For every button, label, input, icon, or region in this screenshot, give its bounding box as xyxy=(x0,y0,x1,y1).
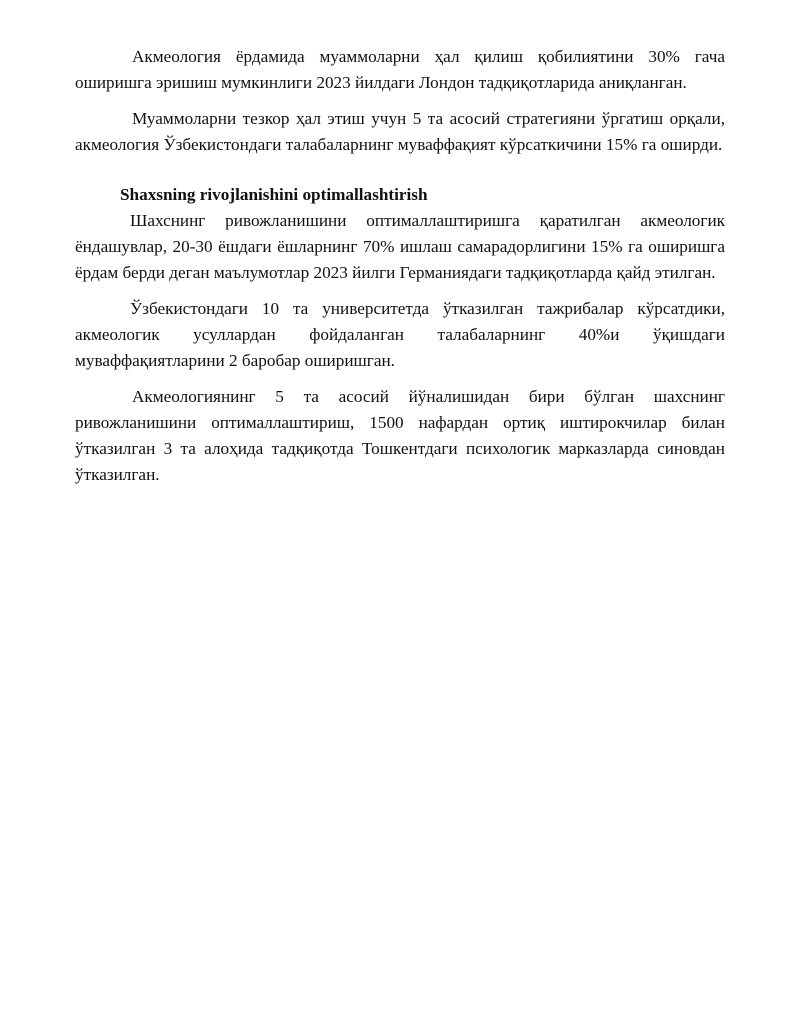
section-heading: Shaxsning rivojlanishini optimallashtirish xyxy=(120,185,428,204)
paragraph-universities: Ўзбекистондаги 10 та университетда ўтказилган тажрибалар кўрсатдики, акмеологик усуллардан фойдаланган талабаларнинг 40%и ўқишдаги муваффақиятларини 2 баробар оширишган. xyxy=(75,299,725,370)
document-page xyxy=(75,44,725,488)
paragraph-tashkent-centers: Акмеологиянинг 5 та асосий йўналишидан бири бўлган шахснинг ривожланишини оптималлаштириш, 1500 нафардан ортиқ иштирокчилар билан ўтказилган 3 та алоҳида тадқиқотда Тошкентдаги психологик марказларда синовдан ўтказилган. xyxy=(75,387,725,484)
paragraph-strategies: Муаммоларни тезкор ҳал этиш учун 5 та асосий стратегияни ўргатиш орқали, акмеология Ўзбекистондаги талабаларнинг муваффақият кўрсаткичини 15% га оширди. xyxy=(75,109,725,154)
paragraph-london-study: Акмеология ёрдамида муаммоларни ҳал қилиш қобилиятини 30% гача оширишга эришиш мумкинлиги 2023 йилдаги Лондон тадқиқотларида аниқланган. xyxy=(75,47,725,92)
paragraph-germany-study: Шахснинг ривожланишини оптималлаштиришга қаратилган акмеологик ёндашувлар, 20-30 ёшдаги ёшларнинг 70% ишлаш самарадорлигини 15% га оширишга ёрдам берди деган маълумотлар 2023 йилги Германиядаги тадқиқотларда қайд этилган. xyxy=(75,211,725,282)
